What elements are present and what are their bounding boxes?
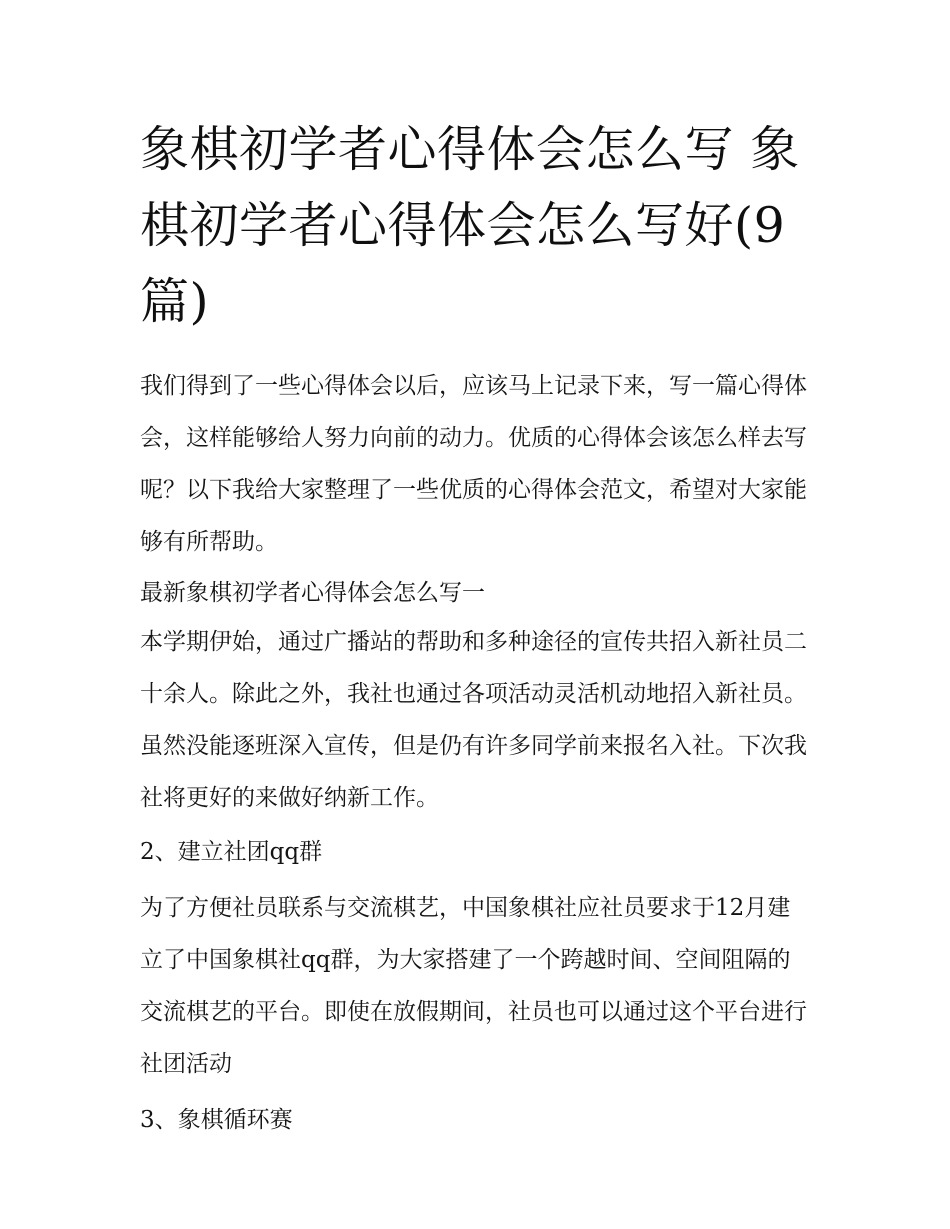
qq-group-paragraph: 为了方便社员联系与交流棋艺，中国象棋社应社员要求于12月建立了中国象棋社qq群，为大家搭建了一个跨越时间、空间阻隔的交流棋艺的平台。即使在放假期间，社员也可以通过这个平台进行社团活动 [140,895,807,1077]
intro-paragraph: 我们得到了一些心得体会以后，应该马上记录下来，写一篇心得体会，这样能够给人努力向前的动力。优质的心得体会该怎么样去写呢？以下我给大家整理了一些优质的心得体会范文，希望对大家能够有所帮助。 [140,373,807,555]
item-heading-round-robin: 3、象棋循环赛 [140,1107,293,1133]
section-heading: 最新象棋初学者心得体会怎么写一 [140,580,485,606]
item-heading-qq-group: 2、建立社团qq群 [140,839,323,865]
document-title: 象棋初学者心得体会怎么写 象棋初学者心得体会怎么写好(9篇) [140,121,800,330]
recruitment-paragraph: 本学期伊始，通过广播站的帮助和多种途径的宣传共招入新社员二十余人。除此之外，我社也通过各项活动灵活机动地招入新社员。虽然没能逐班深入宣传，但是仍有许多同学前来报名入社。下次我社将更好的来做好纳新工作。 [140,629,807,811]
document-body [140,360,812,1140]
